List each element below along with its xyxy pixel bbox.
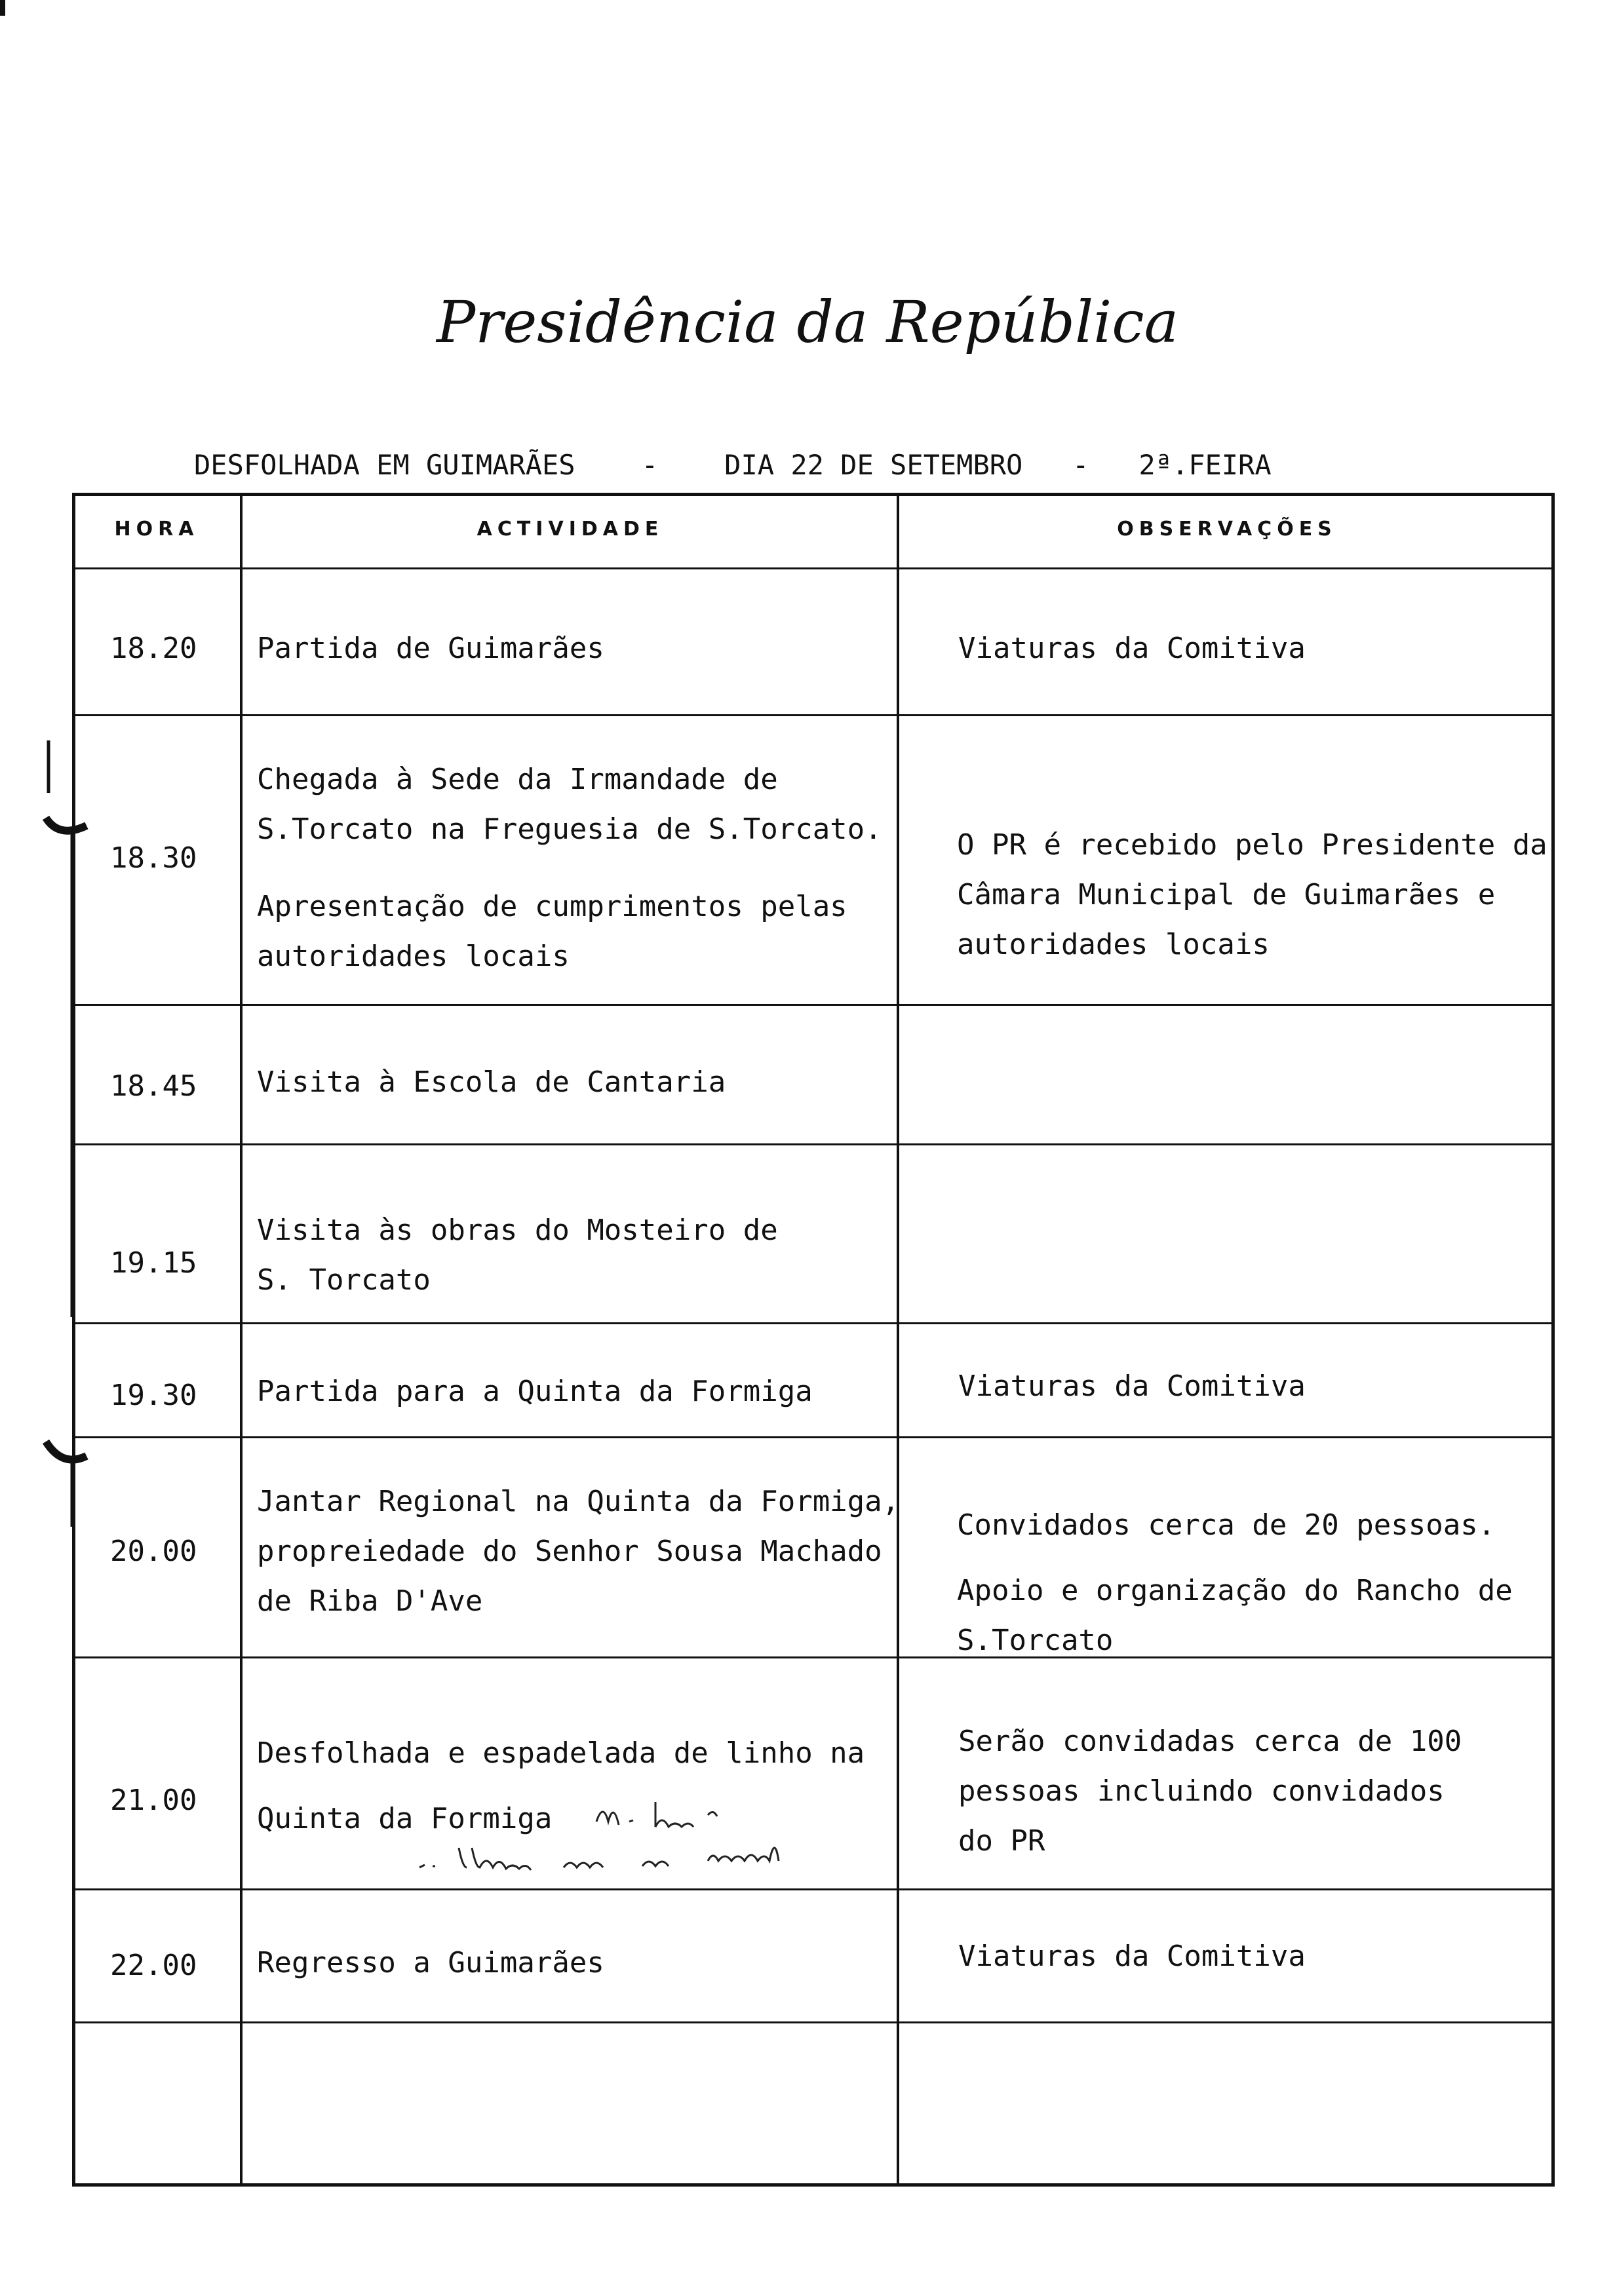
row-divider <box>72 714 1555 716</box>
row-time: 18.30 <box>110 841 197 875</box>
header-hora: HORA <box>114 518 199 541</box>
row-time: 18.20 <box>110 632 197 665</box>
header-observacoes: OBSERVAÇÕES <box>1117 518 1337 541</box>
corner-mark <box>0 0 5 16</box>
row-divider <box>72 567 1555 569</box>
row-activity-note: Apresentação de cumprimentos pelas autoridades locais <box>257 890 847 973</box>
handwritten-note <box>406 1782 905 1900</box>
column-divider <box>897 493 899 2187</box>
header-actividade: ACTIVIDADE <box>477 518 664 541</box>
row-activity: Regresso a Guimarães <box>257 1946 604 1980</box>
column-divider <box>240 493 243 2187</box>
row-observation: Viaturas da Comitiva <box>958 632 1306 665</box>
row-observation-note: Apoio e organização do Rancho de S.Torcato <box>957 1574 1513 1657</box>
title-event: DESFOLHADA EM GUIMARÃES <box>194 449 575 481</box>
row-time: 20.00 <box>110 1535 197 1568</box>
letterhead: Presidência da República <box>436 288 1179 356</box>
row-divider <box>72 1322 1555 1324</box>
row-time: 21.00 <box>110 1784 197 1817</box>
row-divider <box>72 2021 1555 2023</box>
row-divider <box>72 1436 1555 1438</box>
row-divider <box>72 1143 1555 1145</box>
title-date: DIA 22 DE SETEMBRO <box>724 449 1023 481</box>
row-activity: Desfolhada e espadelada de linho na Quinta da Formiga <box>257 1736 865 1835</box>
margin-bracket-marks <box>39 740 98 1527</box>
row-activity: Jantar Regional na Quinta da Formiga, propreiedade do Senhor Sousa Machado de Riba D'Ave <box>257 1485 900 1618</box>
row-time: 18.45 <box>110 1069 197 1103</box>
row-activity: Visita às obras do Mosteiro de S. Torcato <box>257 1214 778 1297</box>
row-observation: Viaturas da Comitiva <box>958 1369 1306 1403</box>
row-activity: Chegada à Sede da Irmandade de S.Torcato na Freguesia de S.Torcato. <box>257 763 882 846</box>
row-observation: O PR é recebido pelo Presidente da Câmara Municipal de Guimarães e autoridades locais <box>957 828 1547 961</box>
row-activity: Visita à Escola de Cantaria <box>257 1065 726 1099</box>
row-time: 19.15 <box>110 1246 197 1280</box>
row-time: 19.30 <box>110 1379 197 1412</box>
row-divider <box>72 1004 1555 1006</box>
document-title: DESFOLHADA EM GUIMARÃES - DIA 22 DE SETEMBRO - 2ª.FEIRA <box>194 449 1272 481</box>
row-time: 22.00 <box>110 1949 197 1982</box>
schedule-table <box>72 493 1555 2187</box>
row-observation: Convidados cerca de 20 pessoas. <box>957 1508 1496 1542</box>
row-activity: Partida de Guimarães <box>257 632 604 665</box>
row-activity: Partida para a Quinta da Formiga <box>257 1375 813 1408</box>
row-observation: Viaturas da Comitiva <box>958 1940 1306 1973</box>
row-observation: Serão convidadas cerca de 100 pessoas incluindo convidados do PR <box>958 1725 1462 1858</box>
title-weekday: 2ª.FEIRA <box>1138 449 1272 481</box>
